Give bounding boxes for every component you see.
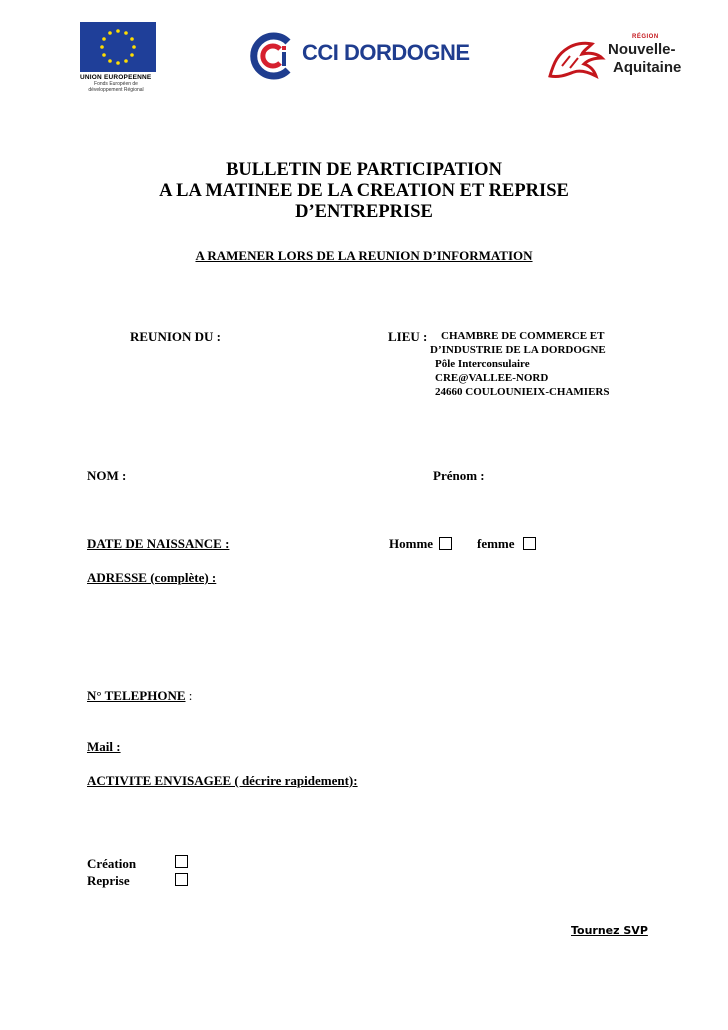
region-logo: [544, 30, 694, 90]
activite-label: ACTIVITE ENVISAGEE ( décrire rapidement):: [87, 773, 358, 788]
lieu-line: Pôle Interconsulaire: [435, 358, 530, 370]
creation-checkbox[interactable]: [175, 855, 188, 868]
telephone-colon: :: [188, 688, 193, 703]
creation-label: Création: [87, 856, 137, 871]
femme-label: femme: [477, 536, 515, 551]
nom-label: NOM :: [87, 468, 127, 483]
reunion-label: REUNION DU :: [130, 329, 221, 344]
cci-wordmark: CCI DORDOGNE: [302, 40, 470, 65]
title-line-1: BULLETIN DE PARTICIPATION: [226, 160, 502, 180]
lieu-line: CHAMBRE DE COMMERCE ET: [441, 330, 605, 342]
telephone-label: [87, 688, 192, 704]
femme-checkbox[interactable]: [523, 537, 536, 550]
telephone-label-text: N° TELEPHONE: [87, 688, 186, 703]
reprise-checkbox[interactable]: [175, 873, 188, 886]
lieu-line: 24660 COULOUNIEIX-CHAMIERS: [435, 386, 610, 398]
lieu-label: LIEU :: [388, 329, 428, 344]
lieu-line: D’INDUSTRIE DE LA DORDOGNE: [430, 344, 606, 356]
document-title: [0, 160, 728, 223]
document-subtitle: A RAMENER LORS DE LA REUNION D’INFORMATION: [195, 248, 533, 263]
homme-checkbox[interactable]: [439, 537, 452, 550]
title-line-3: D’ENTREPRISE: [295, 202, 433, 222]
region-small-label: RÉGION: [632, 34, 659, 40]
lion-icon: [544, 36, 608, 84]
eu-flag-icon: [80, 22, 156, 72]
lieu-line: CRE@VALLEE-NORD: [435, 372, 549, 384]
prenom-label: Prénom :: [433, 468, 485, 483]
femme-option: [477, 536, 536, 552]
homme-option: [389, 536, 452, 552]
lieu-address: [430, 329, 610, 399]
cci-emblem-icon: [248, 32, 298, 80]
cci-logo: [248, 30, 478, 82]
eu-subcaption: Fonds Européen de développement Régional: [88, 81, 144, 93]
eu-logo: [80, 22, 160, 93]
tournez-svp: Tournez SVP: [571, 924, 648, 937]
mail-label: Mail :: [87, 739, 121, 754]
reprise-label: Reprise: [87, 873, 130, 888]
region-name-line1: Nouvelle-: [608, 41, 676, 58]
title-line-2: A LA MATINEE DE LA CREATION ET REPRISE: [159, 181, 569, 201]
eu-caption: UNION EUROPEENNE: [80, 74, 152, 81]
date-naissance-label: DATE DE NAISSANCE :: [87, 536, 230, 551]
adresse-label: ADRESSE (complète) :: [87, 570, 217, 585]
region-name-line2: Aquitaine: [613, 59, 682, 76]
homme-label: Homme: [389, 536, 434, 551]
